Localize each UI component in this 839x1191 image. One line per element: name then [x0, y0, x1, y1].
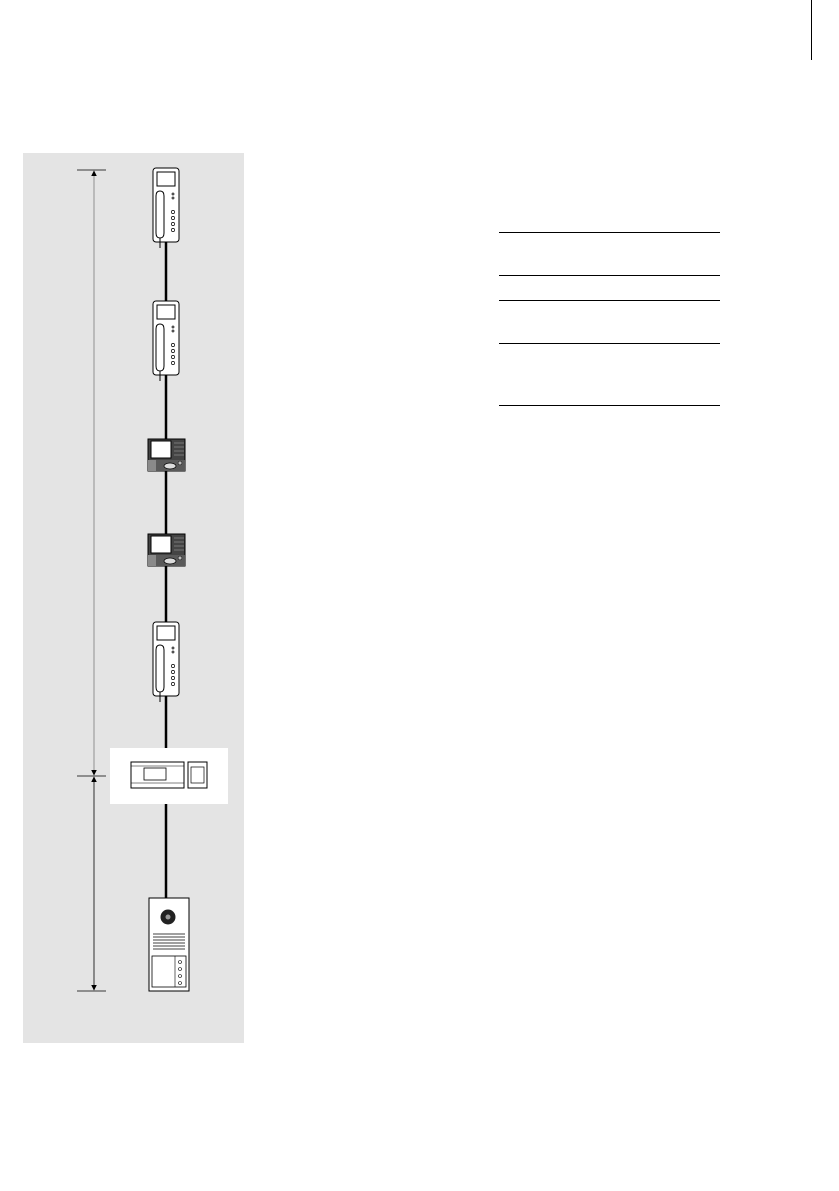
table-rule-bottom: [499, 405, 720, 406]
entrance-panel-icon: [149, 898, 189, 991]
table-rule: [499, 300, 720, 301]
dimension-arrow-lower: [77, 777, 106, 991]
videophone-handset-icon: [153, 622, 179, 702]
videophone-handset-icon: [153, 168, 179, 248]
dimension-arrow-upper: [77, 170, 106, 776]
videophone-compact-icon: [148, 439, 185, 471]
table-rule: [499, 343, 720, 344]
power-supply-icon: [110, 748, 228, 804]
table-rule: [499, 275, 720, 276]
table-rule-top: [499, 232, 720, 233]
videophone-compact-icon: [148, 534, 185, 566]
videophone-handset-icon: [153, 301, 179, 381]
